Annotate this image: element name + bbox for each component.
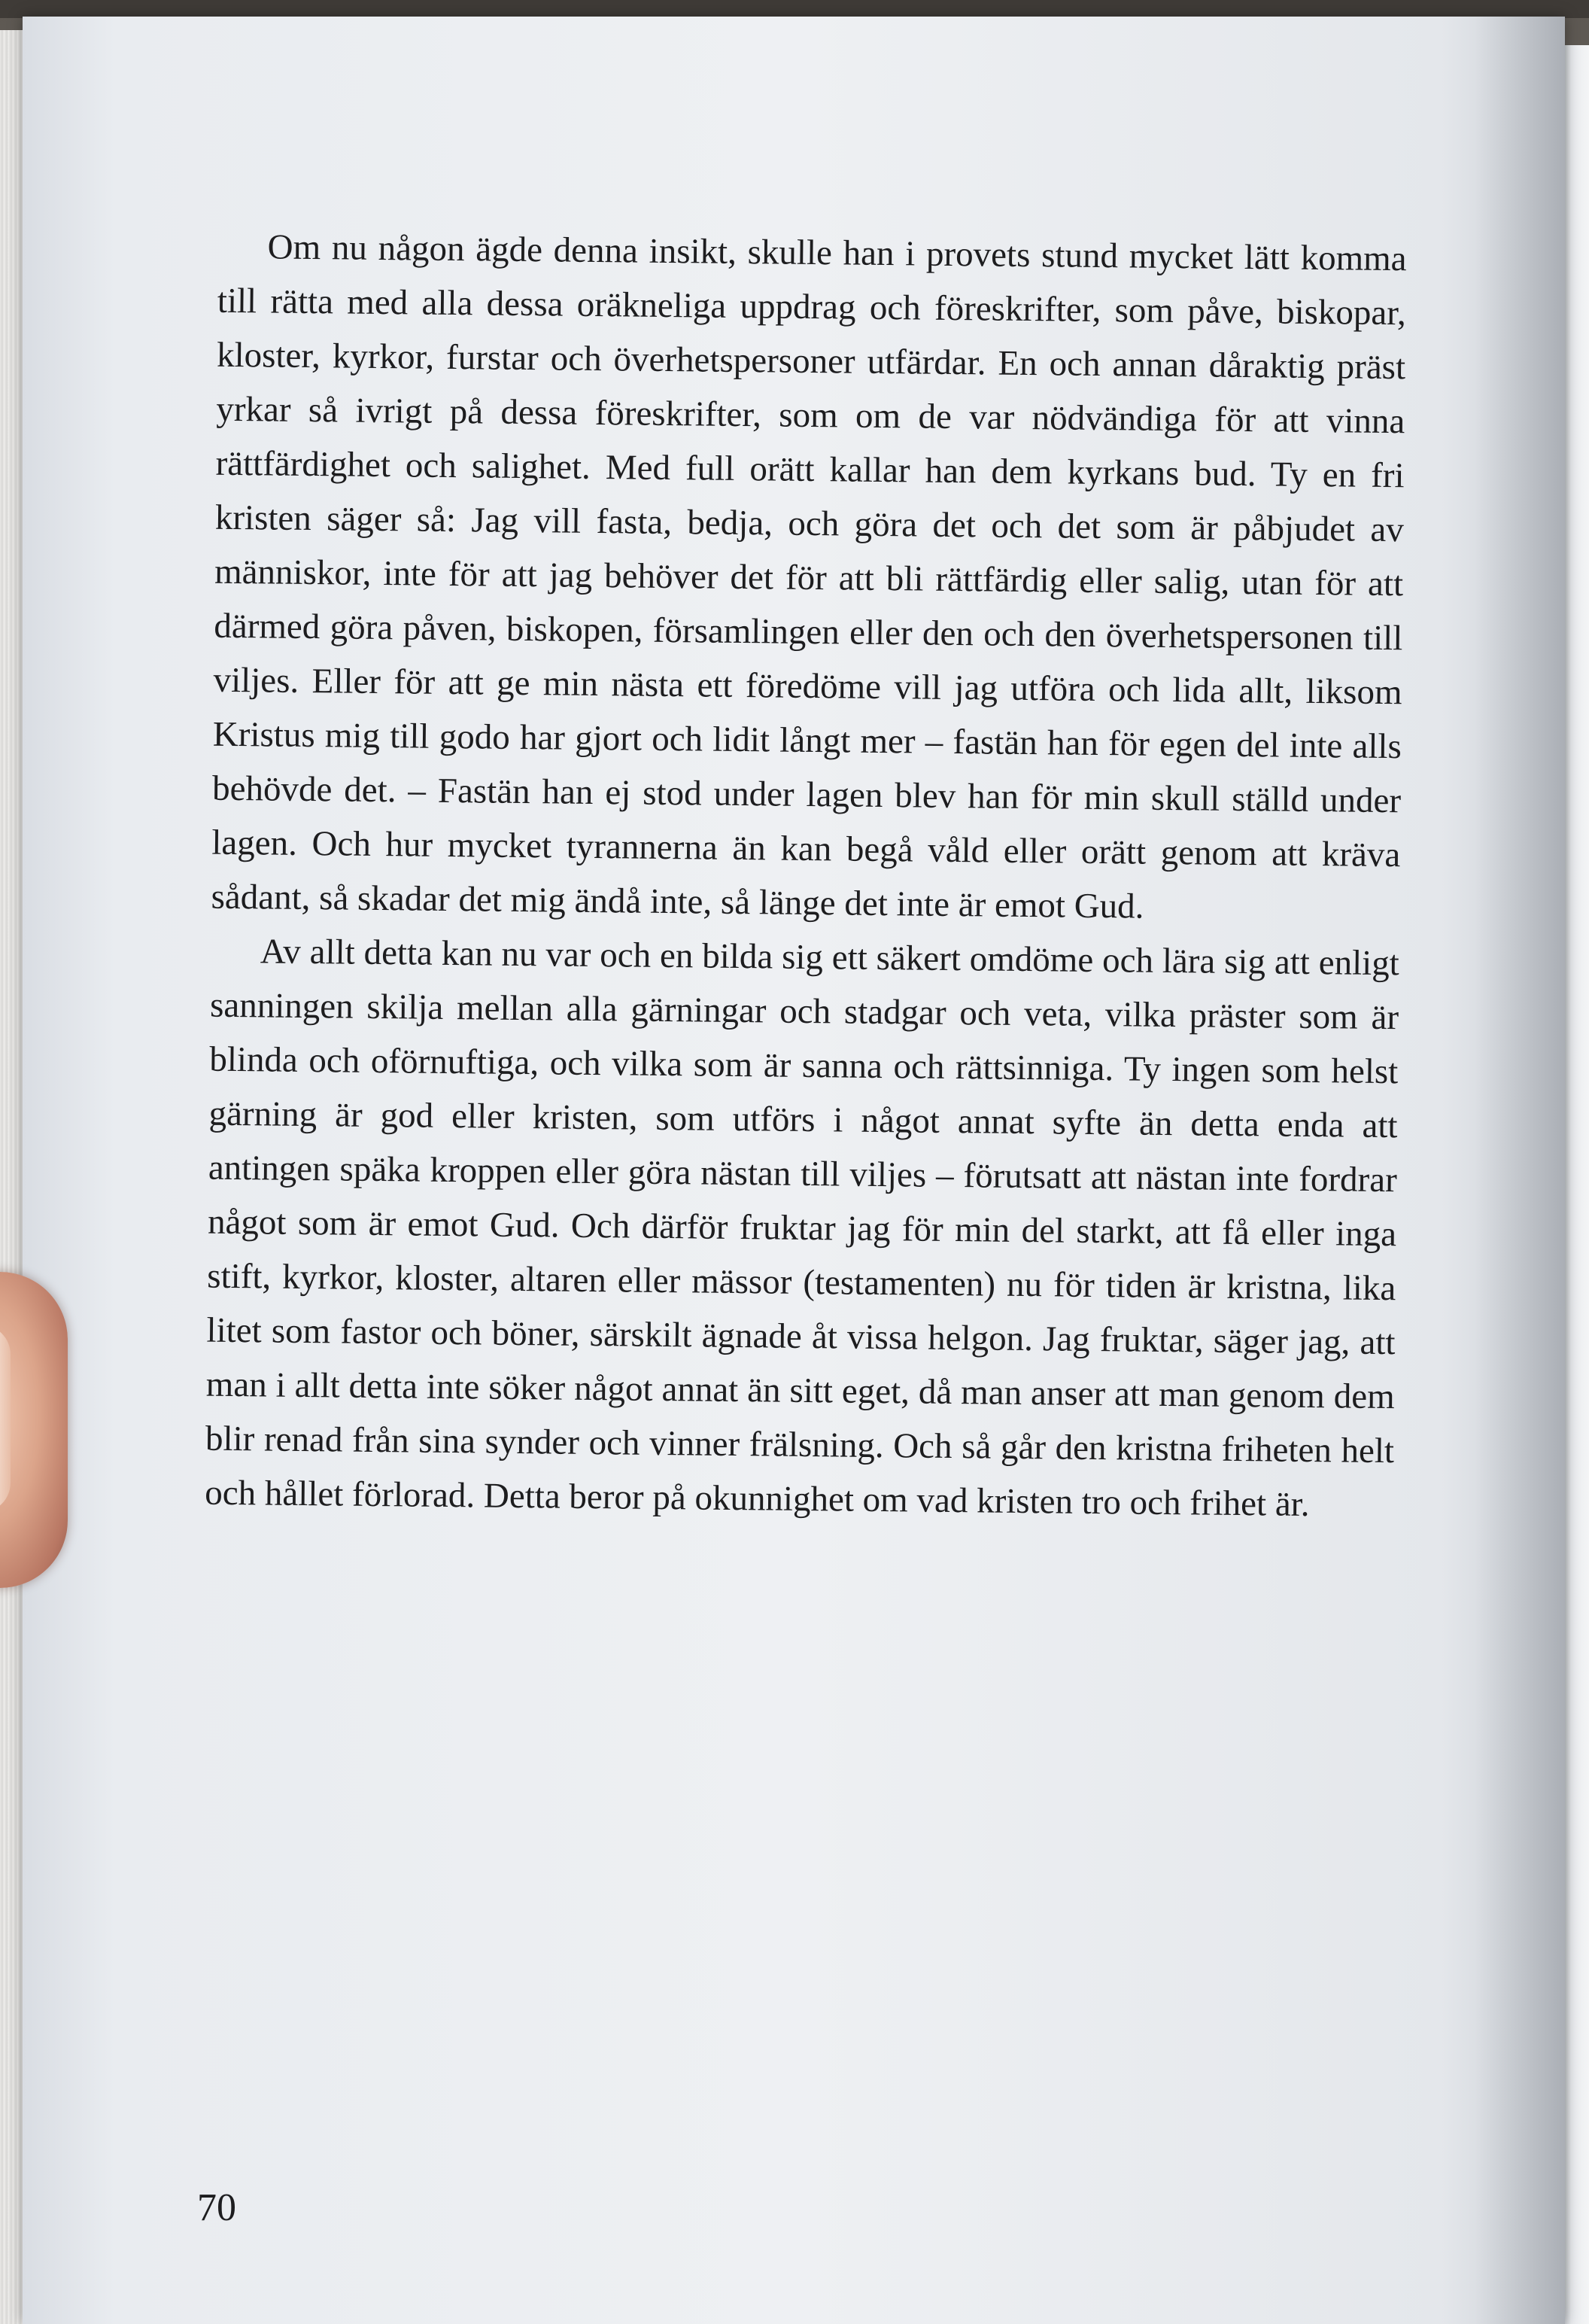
thumbnail-highlight bbox=[0, 1325, 11, 1513]
thumb-holding-page bbox=[0, 1272, 68, 1588]
page-body-text bbox=[205, 220, 1407, 1532]
book-top-edge bbox=[0, 0, 1589, 18]
paragraph-2: Av allt detta kan nu var och en bilda sig ett säkert omdöme och lära sig att enligt sanningen skilja mellan alla gärningar och stadgar och veta, vilka präster som är blinda och oförnuftiga, och vilka som är sanna och rättsinniga. Ty ingen som helst gärning är god eller kristen, som utförs i något annat syfte än detta enda att antingen späka kroppen eller göra nästan till viljes – förutsatt att nästan inte fordrar något som är emot Gud. Och därför fruktar jag för min del starkt, att få eller inga stift, kyrkor, kloster, altaren eller mässor (testamenten) nu för tiden är kristna, lika litet som fastor och böner, särskilt ägnade åt vissa helgon. Jag fruktar, säger jag, att man i allt detta inte söker något annat än sitt eget, då man anser att man genom dem blir renad från sina synder och vinner frälsning. Och så går den kristna friheten helt och hållet förlorad. Detta beror på okunnighet om vad kristen tro och frihet är. bbox=[205, 932, 1400, 1525]
paragraph-1: Om nu någon ägde denna insikt, skulle han i provets stund mycket lätt komma till rätta med alla dessa oräkneliga uppdrag och föreskrifter, som påve, biskopar, kloster, kyrkor, furstar och överhetspersoner utfärdar. En och annan dåraktig präst yrkar så ivrigt på dessa föreskrifter, som om de var nödvändiga för att vinna rättfärdighet och salighet. Med full orätt kallar han dem kyrkans bud. Ty en fri kristen säger så: Jag vill fasta, bedja, och göra det och det som är påbjudet av människor, inte för att jag behöver det för att bli rättfärdig eller salig, utan för att därmed göra påven, biskopen, församlingen eller den och den överhetspersonen till viljes. Eller för att ge min nästa ett föredöme vill jag utföra och lida allt, liksom Kristus mig till godo har gjort och lidit långt mer – fastän han för egen del inte alls behövde det. – Fastän han ej stod under lagen blev han för min skull ställd under lagen. Och hur mycket tyrannerna än kan begå våld eller orätt genom att kräva sådant, så skadar det mig ändå inte, så länge det inte är emot Gud. bbox=[211, 227, 1407, 926]
page-number: 70 bbox=[197, 2186, 236, 2229]
